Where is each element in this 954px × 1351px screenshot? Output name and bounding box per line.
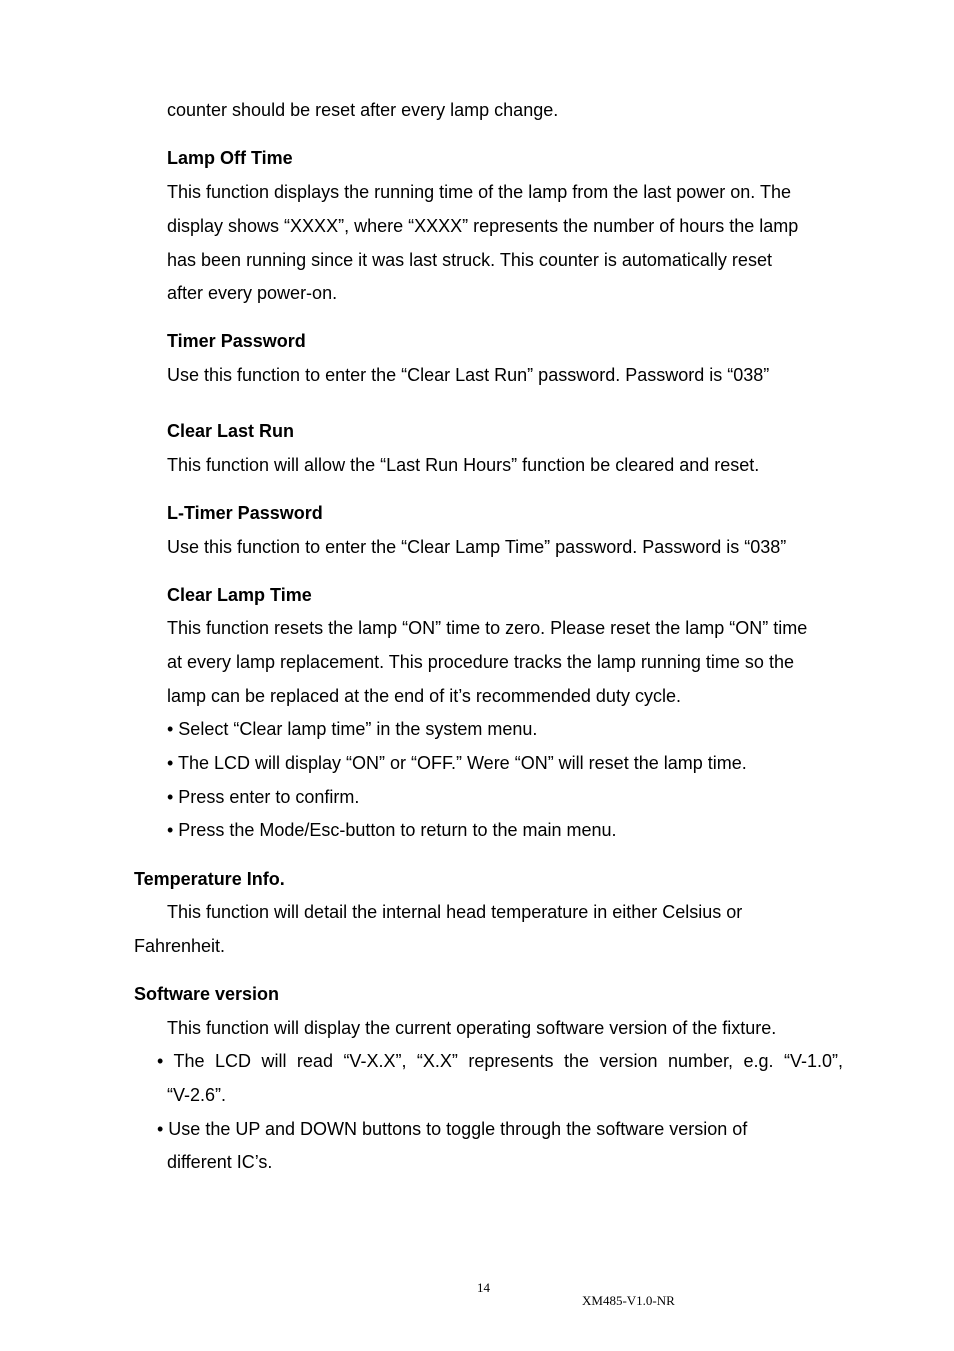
document-code: XM485-V1.0-NR bbox=[582, 1293, 675, 1308]
clear-last-run-text: This function will allow the “Last Run Hours” function be cleared and reset. bbox=[167, 455, 760, 475]
l-timer-password-text: Use this function to enter the “Clear Lamp Time” password. Password is “038” bbox=[167, 537, 787, 557]
clear-lamp-time-text: at every lamp replacement. This procedure tracks the lamp running time so the bbox=[167, 652, 794, 672]
lamp-off-time-text: This function displays the running time of the lamp from the last power on. The bbox=[167, 182, 791, 202]
list-item: • The LCD will display “ON” or “OFF.” Were “ON” will reset the lamp time. bbox=[167, 753, 747, 773]
list-item: • The LCD will read “V-X.X”, “X.X” represents the version number, e.g. “V-1.0”, bbox=[157, 1051, 843, 1071]
timer-password-heading: Timer Password bbox=[167, 331, 306, 351]
l-timer-password-heading: L-Timer Password bbox=[167, 503, 323, 523]
timer-password-text: Use this function to enter the “Clear Last Run” password. Password is “038” bbox=[167, 365, 770, 385]
lamp-off-time-text: after every power-on. bbox=[167, 283, 338, 303]
lamp-off-time-text: has been running since it was last struck. This counter is automatically reset bbox=[167, 250, 772, 270]
temperature-info-heading: Temperature Info. bbox=[134, 869, 285, 889]
list-item: • Press the Mode/Esc-button to return to the main menu. bbox=[167, 820, 617, 840]
software-version-heading: Software version bbox=[134, 984, 280, 1004]
list-item: • Select “Clear lamp time” in the system menu. bbox=[167, 719, 538, 739]
lamp-off-time-heading: Lamp Off Time bbox=[167, 148, 293, 168]
page-number: 14 bbox=[477, 1280, 490, 1295]
clear-last-run-heading: Clear Last Run bbox=[167, 421, 295, 441]
list-item: • Press enter to confirm. bbox=[167, 787, 360, 807]
software-version-text: This function will display the current operating software version of the fixture. bbox=[167, 1018, 777, 1038]
temperature-info-text: Fahrenheit. bbox=[134, 936, 226, 956]
list-item: “V-2.6”. bbox=[167, 1085, 227, 1105]
temperature-info-text: This function will detail the internal head temperature in either Celsius or bbox=[167, 902, 743, 922]
clear-lamp-time-text: lamp can be replaced at the end of it’s recommended duty cycle. bbox=[167, 686, 681, 706]
list-item: different IC’s. bbox=[167, 1152, 273, 1172]
intro-text: counter should be reset after every lamp change. bbox=[167, 100, 559, 120]
clear-lamp-time-heading: Clear Lamp Time bbox=[167, 585, 312, 605]
lamp-off-time-text: display shows “XXXX”, where “XXXX” represents the number of hours the lamp bbox=[167, 216, 799, 236]
list-item: • Use the UP and DOWN buttons to toggle through the software version of bbox=[157, 1119, 748, 1139]
clear-lamp-time-text: This function resets the lamp “ON” time to zero. Please reset the lamp “ON” time bbox=[167, 618, 808, 638]
